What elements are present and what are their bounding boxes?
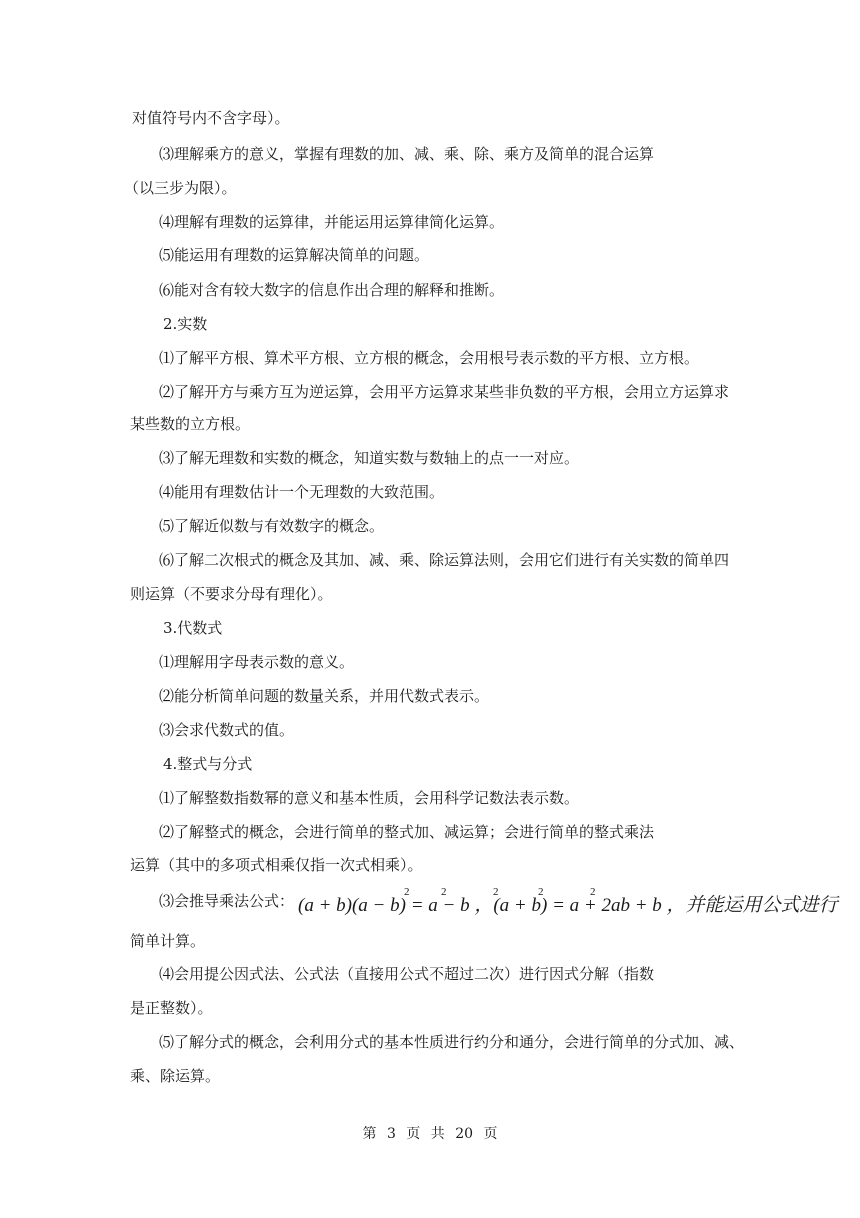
text-line: ⑴理解用字母表示数的意义。 bbox=[159, 653, 355, 671]
multiplication-formula bbox=[298, 886, 838, 918]
formula-exponent: 2 bbox=[441, 886, 447, 898]
section-heading: 3.代数式 bbox=[163, 619, 223, 637]
text-line: ⑷能用有理数估计一个无理数的大致范围。 bbox=[159, 483, 445, 501]
text-line: 对值符号内不含字母）。 bbox=[132, 109, 290, 127]
text-line: ⑴了解整数指数幂的意义和基本性质，会用科学记数法表示数。 bbox=[159, 789, 580, 807]
text-line: ⑴了解平方根、算术平方根、立方根的概念，会用根号表示数的平方根、立方根。 bbox=[159, 349, 700, 367]
text-line: ⑶理解乘方的意义，掌握有理数的加、减、乘、除、乘方及简单的混合运算 bbox=[159, 145, 655, 163]
text-line: 则运算（不要求分母有理化）。 bbox=[130, 585, 333, 603]
text-line: 运算（其中的多项式相乘仅指一次式相乘）。 bbox=[130, 856, 423, 874]
text-line: ⑶会推导乘法公式： bbox=[159, 892, 295, 910]
section-heading: 4.整式与分式 bbox=[163, 755, 253, 773]
text-line: ⑷理解有理数的运算律，并能运用运算律简化运算。 bbox=[159, 213, 505, 231]
text-line: 乘、除运算。 bbox=[130, 1067, 221, 1085]
text-line: ⑸了解近似数与有效数字的概念。 bbox=[159, 517, 385, 535]
formula-text: (a + b)(a − b) = a − b ，(a + b) = a + 2ab + b ，并能运用公式进行 bbox=[298, 895, 838, 916]
text-line: 某些数的立方根。 bbox=[130, 415, 251, 433]
text-line: ⑵能分析简单问题的数量关系，并用代数式表示。 bbox=[159, 687, 490, 705]
formula-exponent: 2 bbox=[404, 886, 410, 898]
page-footer: 第 3 页 共 20 页 bbox=[362, 1126, 498, 1142]
text-line: ⑵了解整式的概念，会进行简单的整式加、减运算；会进行简单的整式乘法 bbox=[159, 823, 655, 841]
text-line: ⑸了解分式的概念，会利用分式的基本性质进行约分和通分，会进行简单的分式加、减、 bbox=[159, 1033, 745, 1051]
text-line: 简单计算。 bbox=[130, 932, 206, 950]
text-line: 是正整数）。 bbox=[130, 999, 213, 1017]
text-line: ⑷会用提公因式法、公式法（直接用公式不超过二次）进行因式分解（指数 bbox=[159, 965, 655, 983]
formula-exponent: 2 bbox=[538, 886, 544, 898]
text-line: ⑵了解开方与乘方互为逆运算，会用平方运算求某些非负数的平方根，会用立方运算求 bbox=[159, 383, 730, 401]
text-line: ⑶了解无理数和实数的概念，知道实数与数轴上的点一一对应。 bbox=[159, 449, 580, 467]
text-line: ⑸能运用有理数的运算解决简单的问题。 bbox=[159, 246, 430, 264]
formula-exponent: 2 bbox=[493, 886, 499, 898]
formula-exponent: 2 bbox=[590, 886, 596, 898]
section-heading: 2.实数 bbox=[163, 315, 208, 333]
text-line: ⑹能对含有较大数字的信息作出合理的解释和推断。 bbox=[159, 281, 505, 299]
text-line: （以三步为限）。 bbox=[124, 179, 237, 197]
text-line: ⑹了解二次根式的概念及其加、减、乘、除运算法则，会用它们进行有关实数的简单四 bbox=[159, 551, 730, 569]
text-line: ⑶会求代数式的值。 bbox=[159, 721, 295, 739]
